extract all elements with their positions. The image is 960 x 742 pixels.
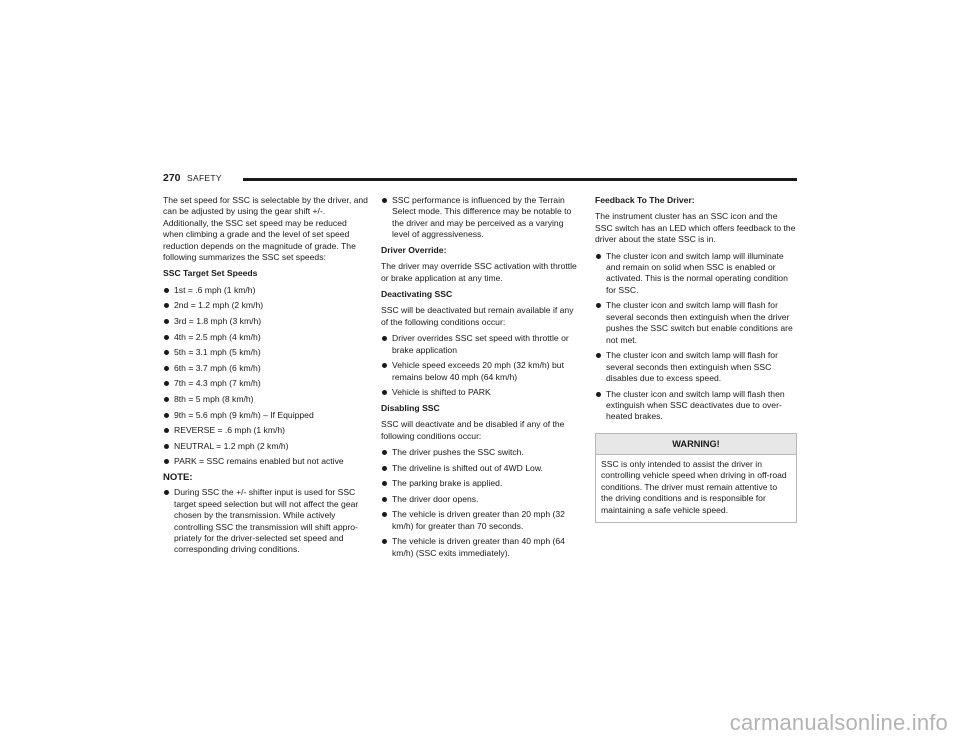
list-item-text: 9th = 5.6 mph (9 km/h) – If Equipped [174,409,314,420]
feedback-paragraph: The instrument cluster has an SSC icon and the SSC switch has an LED which offers feedback to the driver about the state SSC is in. [595,211,796,245]
list-item [595,300,797,346]
list-item [163,456,368,467]
bullet-icon [164,459,169,464]
list-item [381,360,581,383]
list-item [381,509,581,532]
page-header [163,170,797,186]
list-item-text: NEUTRAL = 1.2 mph (2 km/h) [174,440,289,451]
bullet-icon [596,353,601,358]
list-item [163,410,368,421]
list-item-text: 6th = 3.7 mph (6 km/h) [174,362,261,373]
intro-paragraph: The set speed for SSC is selectable by the driver, and can be adjusted by using the gear shift +/-. Additionally, the SSC set speed may be reduced when climbing a grade and the level of set speed reduction depends on the magnitude of grade. The following summarizes the SSC set speeds: [163,195,368,263]
feedback-heading: Feedback To The Driver: [595,195,695,205]
bullet-icon [164,397,169,402]
deactivating-heading: Deactivating SSC [381,289,453,300]
list-item-text: 4th = 2.5 mph (4 km/h) [174,331,261,342]
bullet-icon [596,392,601,397]
list-item [163,285,368,296]
list-item [163,425,368,436]
list-item [381,536,581,559]
override-paragraph: The driver may override SSC activation with throttle or brake application at any time. [381,261,577,283]
bullet-icon [596,303,601,308]
feedback-list [595,251,797,423]
bullet-icon [164,303,169,308]
list-item [163,347,368,358]
bullet-icon [164,444,169,449]
list-item-text: SSC performance is influenced by the Terrain Select mode. This difference may be notable to the driver and may be perceived as a varying level of aggressiveness. [392,195,572,240]
deactivating-list [381,333,581,398]
section-title: SAFETY [187,173,222,183]
bullet-icon [382,450,387,455]
list-item-text: The cluster icon and switch lamp will illuminate and remain on solid when SSC is enabled or activated. This is the normal operating condition for SSC. [606,250,788,295]
page-number: 270 [163,172,181,184]
list-item [163,316,368,327]
list-item-text: Vehicle is shifted to PARK [392,387,491,398]
list-item [595,251,797,297]
list-item [163,363,368,374]
list-item [381,447,581,458]
speeds-heading: SSC Target Set Speeds [163,268,258,279]
list-item-text: 7th = 4.3 mph (7 km/h) [174,378,261,389]
list-item-text: During SSC the +/- shifter input is used for SSC target speed selection but will not affect the gear chosen by the transmission. While actively controlling SSC the transmission will shift appro- priately for the driver-selected set speed and corresponding driving conditions. [174,487,359,555]
list-item [381,478,581,489]
list-item-text: 1st = .6 mph (1 km/h) [174,284,256,295]
list-item-text: The cluster icon and switch lamp will flash then extinguish when SSC deactivates due to over- heated brakes. [606,388,785,422]
bullet-icon [596,254,601,259]
list-item [163,394,368,405]
list-item-text: The vehicle is driven greater than 20 mph (32 km/h) for greater than 70 seconds. [392,509,565,531]
list-item [381,333,581,356]
list-item-text: 3rd = 1.8 mph (3 km/h) [174,316,262,327]
bullet-icon [382,481,387,486]
list-item [595,389,797,423]
list-item-text: The parking brake is applied. [392,478,503,489]
disabling-paragraph: SSC will deactivate and be disabled if any of the following conditions occur: [381,419,565,441]
list-item [381,387,581,398]
list-item-text: 2nd = 1.2 mph (2 km/h) [174,300,264,311]
list-item-text: 5th = 3.1 mph (5 km/h) [174,347,261,358]
bullet-icon [382,466,387,471]
list-item-text: REVERSE = .6 mph (1 km/h) [174,425,286,436]
deactivating-paragraph: SSC will be deactivated but remain available if any of the following conditions occur: [381,305,574,327]
bullet-icon [164,335,169,340]
list-item [163,378,368,389]
bullet-icon [164,350,169,355]
disabling-list [381,447,581,559]
list-item [163,332,368,343]
watermark: carmanualsonline.info [729,710,948,735]
list-item [163,441,368,452]
list-item-text: The driveline is shifted out of 4WD Low. [392,462,543,473]
disabling-heading: Disabling SSC [381,402,440,413]
note-label: NOTE: [163,471,193,483]
list-item-text: The cluster icon and switch lamp will flash for several seconds then extinguish when the driver pushes the SSC switch but enable conditions are not met. [606,300,793,345]
terrain-list [381,195,581,241]
bullet-icon [382,363,387,368]
bullet-icon [382,198,387,203]
warning-title: WARNING! [596,434,796,455]
bullet-icon [382,390,387,395]
bullet-icon [164,490,169,495]
list-item-text: 8th = 5 mph (8 km/h) [174,394,254,404]
bullet-icon [164,288,169,293]
list-item-text: The driver pushes the SSC switch. [392,447,524,458]
speeds-list [163,285,368,468]
warning-text: SSC is only intended to assist the driver in controlling vehicle speed when driving in off-road conditions. The driver must remain attentive to the driving conditions and is responsible for maintaining a safe vehicle speed. [601,458,787,515]
list-item [381,494,581,505]
list-item-text: The vehicle is driven greater than 40 mph (64 km/h) (SSC exits immediately). [392,536,565,558]
list-item-text: The cluster icon and switch lamp will flash for several seconds then extinguish when SSC disables due to excess speed. [606,350,778,384]
column-right [595,195,797,523]
bullet-icon [382,497,387,502]
warning-box [595,433,797,523]
list-item-text: Vehicle speed exceeds 20 mph (32 km/h) but remains below 40 mph (64 km/h) [392,360,564,382]
list-item [163,300,368,311]
column-middle [381,195,581,563]
bullet-icon [164,428,169,433]
bullet-icon [164,381,169,386]
list-item [381,463,581,474]
list-item [595,350,797,384]
list-item-text: PARK = SSC remains enabled but not active [174,456,344,467]
list-item-text: Driver overrides SSC set speed with throttle or brake application [392,333,569,355]
note-list [163,487,368,555]
override-heading: Driver Override: [381,244,447,255]
bullet-icon [164,413,169,418]
list-item-text: The driver door opens. [392,493,479,504]
bullet-icon [382,539,387,544]
header-rule [243,178,797,181]
bullet-icon [164,319,169,324]
column-left [163,195,368,560]
bullet-icon [382,336,387,341]
list-item [381,195,581,241]
bullet-icon [164,366,169,371]
bullet-icon [382,512,387,517]
list-item [163,487,368,555]
